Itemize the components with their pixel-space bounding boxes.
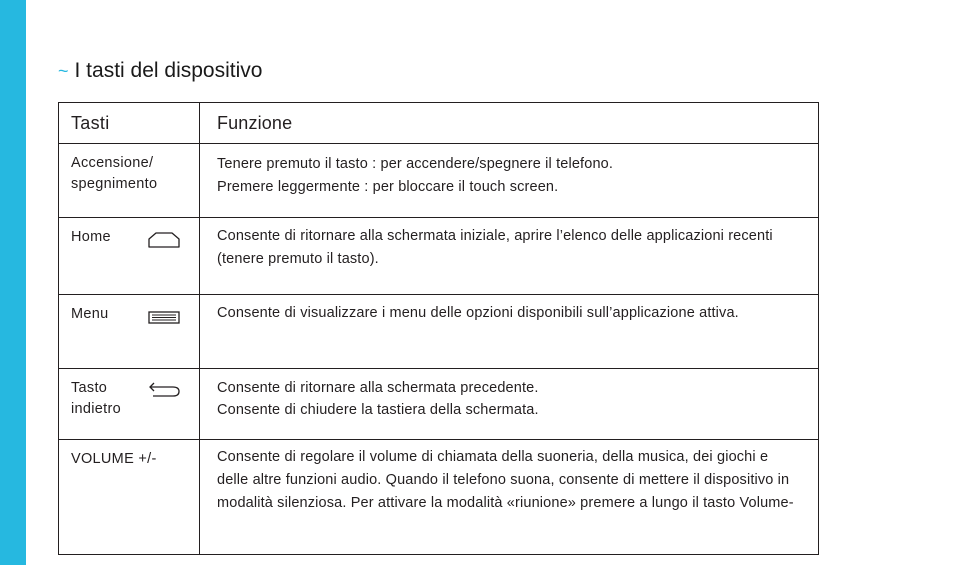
function-cell: [200, 440, 819, 555]
back-icon: [147, 381, 181, 401]
page-title: I tasti del dispositivo: [74, 59, 263, 82]
function-line: Consente di ritornare alla schermata precedente.: [217, 380, 539, 396]
section-heading: [58, 58, 262, 84]
key-name-cell: [59, 295, 200, 369]
function-line: Consente di visualizzare i menu delle opzioni disponibili sull’applicazione attiva.: [217, 305, 739, 321]
table-row: [59, 218, 819, 295]
key-name-line: VOLUME +/-: [71, 451, 157, 467]
header-function: Funzione: [200, 103, 819, 144]
key-name-cell: [59, 440, 200, 555]
function-cell: [200, 144, 819, 218]
table-row: [59, 295, 819, 369]
accent-side-bar: [0, 0, 26, 565]
key-name-line: Accensione/: [71, 155, 154, 171]
function-cell: [200, 295, 819, 369]
key-name-line: Menu: [71, 306, 109, 322]
header-keys: Tasti: [59, 103, 200, 144]
function-line: Consente di ritornare alla schermata iniziale, aprire l’elenco delle applicazioni recenti (tenere premuto il tasto).: [217, 228, 773, 267]
key-name-line: Tasto: [71, 380, 108, 396]
table-row: [59, 440, 819, 555]
menu-icon: [147, 307, 181, 327]
key-name-cell: [59, 369, 200, 440]
table-row: [59, 369, 819, 440]
key-name-line: spegnimento: [71, 176, 158, 192]
device-keys-table: [58, 102, 819, 555]
table-row: [59, 144, 819, 218]
key-name-cell: [59, 218, 200, 295]
heading-marker: ~: [58, 61, 69, 81]
function-cell: [200, 369, 819, 440]
function-line: Consente di regolare il volume di chiamata della suoneria, della musica, dei giochi e delle altre funzioni audio. Quando il telefono suona, consente di mettere il dispositivo in modalità silenziosa. Per attivare la modalità «riunione» premere a lungo il tasto Volume-: [217, 449, 794, 511]
function-line: Tenere premuto il tasto : per accendere/spegnere il telefono.: [217, 156, 614, 172]
home-icon: [147, 230, 181, 250]
key-name-cell: [59, 144, 200, 218]
function-line: Premere leggermente : per bloccare il touch screen.: [217, 179, 559, 195]
key-name-line: indietro: [71, 401, 121, 417]
function-line: Consente di chiudere la tastiera della schermata.: [217, 402, 539, 418]
table-header-row: [59, 103, 819, 144]
key-name-line: Home: [71, 229, 111, 245]
function-cell: [200, 218, 819, 295]
